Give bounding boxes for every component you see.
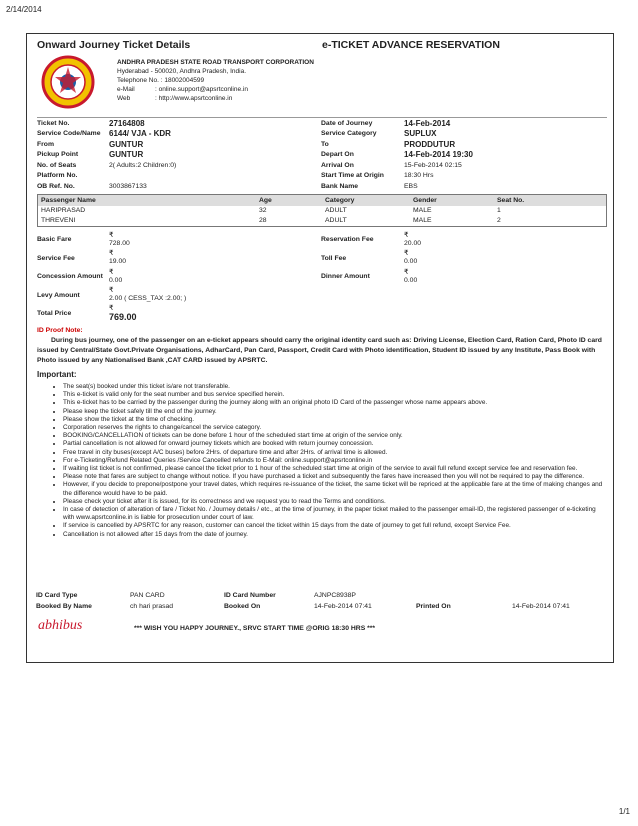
- info-label: Service Category: [321, 130, 377, 138]
- fare-label: Concession Amount: [37, 273, 103, 281]
- list-item: • This e-ticket is valid only for the seat number and bus service specified herein.: [63, 391, 607, 399]
- footer-label: Printed On: [416, 603, 451, 610]
- table-row: [38, 216, 606, 226]
- list-item: • Please keep the ticket safely till the end of the journey.: [63, 408, 607, 416]
- passenger-name: THREVENI: [41, 217, 76, 224]
- start-time: 18:30 Hrs: [404, 172, 434, 180]
- ob-ref-number: 3003867133: [109, 182, 147, 190]
- column-header: Age: [259, 196, 272, 204]
- list-item: • Partial cancellation is not allowed for onward journey tickets which are booked with return journey concession.: [63, 440, 607, 448]
- fare-label: Reservation Fee: [321, 236, 374, 244]
- fare-value: 728.00: [109, 239, 130, 247]
- wish-message: *** WISH YOU HAPPY JOURNEY., SRVC START TIME @ORIG 18:30 HRS ***: [134, 625, 376, 632]
- list-item: • For e-Ticketing/Refund Related Queries /Service Cancelled refunds to E-Mail: online.support@apsrtconline.in: [63, 457, 607, 465]
- booked-by-name: ch hari prasad: [130, 603, 174, 610]
- fare-label: Basic Fare: [37, 236, 72, 244]
- column-header: Passenger Name: [41, 196, 96, 204]
- seat-number: 2: [497, 217, 501, 224]
- journey-date: 14-Feb-2014: [404, 118, 451, 128]
- list-item: • This e-ticket has to be carried by the passenger during the journey along with an original photo ID Card of the passenger whose name appears above.: [63, 399, 607, 407]
- column-header: Category: [325, 196, 355, 204]
- footer-row: [36, 601, 616, 612]
- email-value: : online.support@apsrtconline.in: [155, 86, 248, 93]
- info-row: [37, 150, 607, 161]
- passenger-table: [37, 194, 607, 227]
- info-label: Date of Journey: [321, 119, 373, 127]
- ticket: [26, 33, 614, 663]
- info-label: Platform No.: [37, 172, 78, 180]
- fare-value: 0.00: [109, 276, 123, 284]
- footer-label: Booked By Name: [36, 603, 92, 610]
- journey-info: [37, 117, 607, 192]
- corporation-details: [117, 58, 314, 103]
- title-bar: [37, 38, 607, 52]
- info-label: Ticket No.: [37, 119, 70, 127]
- list-item: • Please show the ticket at the time of checking.: [63, 416, 607, 424]
- fare-details: [37, 231, 607, 324]
- web-label: Web: [117, 95, 131, 102]
- corporation-address: Hyderabad - 500020, Andhra Pradesh, India.: [117, 68, 247, 75]
- id-proof-text: During bus journey, one of the passenger on an e-ticket appears should carry the original identity card such as: Driving License, Election Card, Ration Card, Photo ID card issued by Central/State Govt.Private Organisations, AdharCard, Pan Card, Passport, Credit Card with Photo identification, Student ID issued by any Institute, Pass Book with Photo issued by any Nationalised Bank ,CAT CARD issued by APSRTC.: [37, 337, 602, 364]
- service-fee: [109, 250, 321, 266]
- page-number: 1/1: [618, 807, 630, 816]
- fare-value: 20.00: [404, 239, 422, 247]
- important-list: [37, 383, 607, 539]
- list-item: • Corporation reserves the rights to change/cancel the service category.: [63, 424, 607, 432]
- fare-label: Dinner Amount: [321, 273, 370, 281]
- list-item: • If service is cancelled by APSRTC for any reason, customer can cancel the ticket within 15 days from the date of journey to get full refund, except Service Fee.: [63, 522, 607, 530]
- levy-amount: [109, 287, 409, 303]
- rupee-icon: ₹: [109, 250, 114, 258]
- basic-fare: [109, 232, 321, 248]
- fare-value: 19.00: [109, 258, 127, 266]
- id-proof-label: ID Proof Note:: [37, 327, 83, 334]
- ticket-number: 27164808: [109, 118, 145, 128]
- corporation-header: [37, 55, 607, 115]
- passenger-age: 32: [259, 207, 267, 214]
- footer-label: Booked On: [224, 603, 261, 610]
- printed-on: 14-Feb-2014 07:41: [512, 603, 570, 610]
- column-header: Gender: [413, 196, 437, 204]
- info-label: Depart On: [321, 151, 354, 159]
- list-item: • Cancellation is not allowed after 15 days from the date of journey.: [63, 531, 607, 539]
- seat-number: 1: [497, 207, 501, 214]
- fare-label: Total Price: [37, 310, 72, 318]
- corporation-email: [117, 85, 314, 94]
- info-row: [37, 129, 607, 140]
- booking-footer: [36, 590, 616, 612]
- info-label: Arrival On: [321, 161, 354, 169]
- concession-amount: [109, 269, 321, 285]
- eticket-title: e-TICKET ADVANCE RESERVATION: [322, 39, 500, 51]
- footer-row: [36, 590, 616, 601]
- list-item: • If waiting list ticket is not confirmed, please cancel the ticket prior to 1 hour of the scheduled start time at origin of the service to avail full refund except service fee and reservation fee.: [63, 465, 607, 473]
- seat-count: 2( Adults:2 Children:0): [109, 161, 177, 169]
- list-item: • Free travel in city buses(except A/C buses) before 2Hrs. of departure time and after 2Hrs. of arrival time is allowed.: [63, 449, 607, 457]
- important-heading: Important:: [37, 370, 77, 379]
- footer-label: ID Card Number: [224, 592, 276, 599]
- passenger-gender: MALE: [413, 217, 432, 224]
- dinner-amount: [404, 269, 607, 285]
- rupee-icon: ₹: [109, 268, 114, 276]
- fare-row: [37, 286, 607, 305]
- fare-row: [37, 268, 607, 287]
- print-date: 2/14/2014: [6, 5, 42, 14]
- fare-label: Levy Amount: [37, 291, 80, 299]
- info-label: To: [321, 140, 329, 148]
- web-value: : http://www.apsrtconline.in: [155, 95, 233, 102]
- rupee-icon: ₹: [109, 231, 114, 239]
- info-row: [37, 118, 607, 129]
- table-row: [38, 206, 606, 216]
- passenger-category: ADULT: [325, 217, 347, 224]
- arrival-on: 15-Feb-2014 02:15: [404, 161, 462, 169]
- footer-label: ID Card Type: [36, 592, 78, 599]
- info-row: [37, 160, 607, 171]
- fare-row: [37, 249, 607, 268]
- from-place: GUNTUR: [109, 139, 144, 149]
- passenger-table-header: [38, 195, 606, 206]
- passenger-gender: MALE: [413, 207, 432, 214]
- fare-label: Service Fee: [37, 254, 75, 262]
- info-label: OB Ref. No.: [37, 182, 75, 190]
- fare-label: Toll Fee: [321, 254, 347, 262]
- passenger-age: 28: [259, 217, 267, 224]
- fare-value: 2.00 ( CESS_TAX :2.00; ): [109, 295, 187, 303]
- brand-wordmark: abhibus: [38, 618, 83, 633]
- total-price: [109, 305, 321, 323]
- corporation-web: [117, 94, 314, 103]
- rupee-icon: ₹: [404, 268, 409, 276]
- id-proof-note: [37, 326, 607, 366]
- pickup-point: GUNTUR: [109, 150, 144, 160]
- info-label: Pickup Point: [37, 151, 79, 159]
- fare-value: 0.00: [404, 276, 418, 284]
- reservation-fee: [404, 232, 607, 248]
- corporation-telephone: Telephone No. : 18002004599: [117, 77, 205, 84]
- column-header: Seat No.: [497, 196, 525, 204]
- info-row: [37, 171, 607, 182]
- ticket-title: Onward Journey Ticket Details: [37, 39, 191, 51]
- list-item: • Please check your ticket after it is issued, for its correctness and we request you to read the Terms and conditions.: [63, 498, 607, 506]
- list-item: • In case of detection of alteration of fare / Ticket No. / Journey details / etc., at the time of journey, in the paper ticket mailed to the passenger email-ID, the registered passenger of e-ticketing with www.apsrtconline.in is liable for prosecution under court of law.: [63, 506, 607, 522]
- email-label: e-Mail: [117, 86, 135, 93]
- corporation-name: ANDHRA PRADESH STATE ROAD TRANSPORT CORPORATION: [117, 59, 314, 66]
- abhibus-logo-icon: [38, 618, 98, 640]
- list-item: • However, if you decide to prepone/postpone your travel dates, which requires re-issuance of the ticket, the same ticket will be repriced at the applicable fare at the time of making changes and the difference would have to be paid.: [63, 481, 607, 497]
- total-value: 769.00: [109, 311, 137, 322]
- rupee-icon: ₹: [404, 250, 409, 258]
- info-row: [37, 181, 607, 192]
- info-label: No. of Seats: [37, 161, 77, 169]
- depart-on: 14-Feb-2014 19:30: [404, 150, 473, 160]
- id-card-type: PAN CARD: [130, 592, 165, 599]
- fare-value: 0.00: [404, 258, 418, 266]
- list-item: • BOOKING/CANCELLATION of tickets can be done before 1 hour of the scheduled start time at origin of the service only.: [63, 432, 607, 440]
- service-code: 6144/ VJA - KDR: [109, 129, 171, 139]
- apsrtc-logo-icon: [41, 55, 95, 109]
- info-row: [37, 139, 607, 150]
- fare-row: [37, 231, 607, 250]
- toll-fee: [404, 250, 607, 266]
- passenger-name: HARIPRASAD: [41, 207, 86, 214]
- to-place: PRODDUTUR: [404, 139, 456, 149]
- rupee-icon: ₹: [109, 304, 114, 312]
- service-category: SUPLUX: [404, 129, 437, 139]
- list-item: • The seat(s) booked under this ticket is/are not transferable.: [63, 383, 607, 391]
- bank-name: EBS: [404, 182, 418, 190]
- fare-row: [37, 305, 607, 324]
- rupee-icon: ₹: [404, 231, 409, 239]
- booked-on: 14-Feb-2014 07:41: [314, 603, 372, 610]
- list-item: • Please note that fares are subject to change without notice. If you have purchased a ticket and subsequently the fares have increased then you will not be required to pay the difference.: [63, 473, 607, 481]
- info-label: Service Code/Name: [37, 130, 101, 138]
- rupee-icon: ₹: [109, 287, 114, 295]
- info-label: From: [37, 140, 54, 148]
- info-label: Start Time at Origin: [321, 172, 384, 180]
- info-label: Bank Name: [321, 182, 359, 190]
- id-card-number: AJNPC8938P: [314, 592, 356, 599]
- passenger-category: ADULT: [325, 207, 347, 214]
